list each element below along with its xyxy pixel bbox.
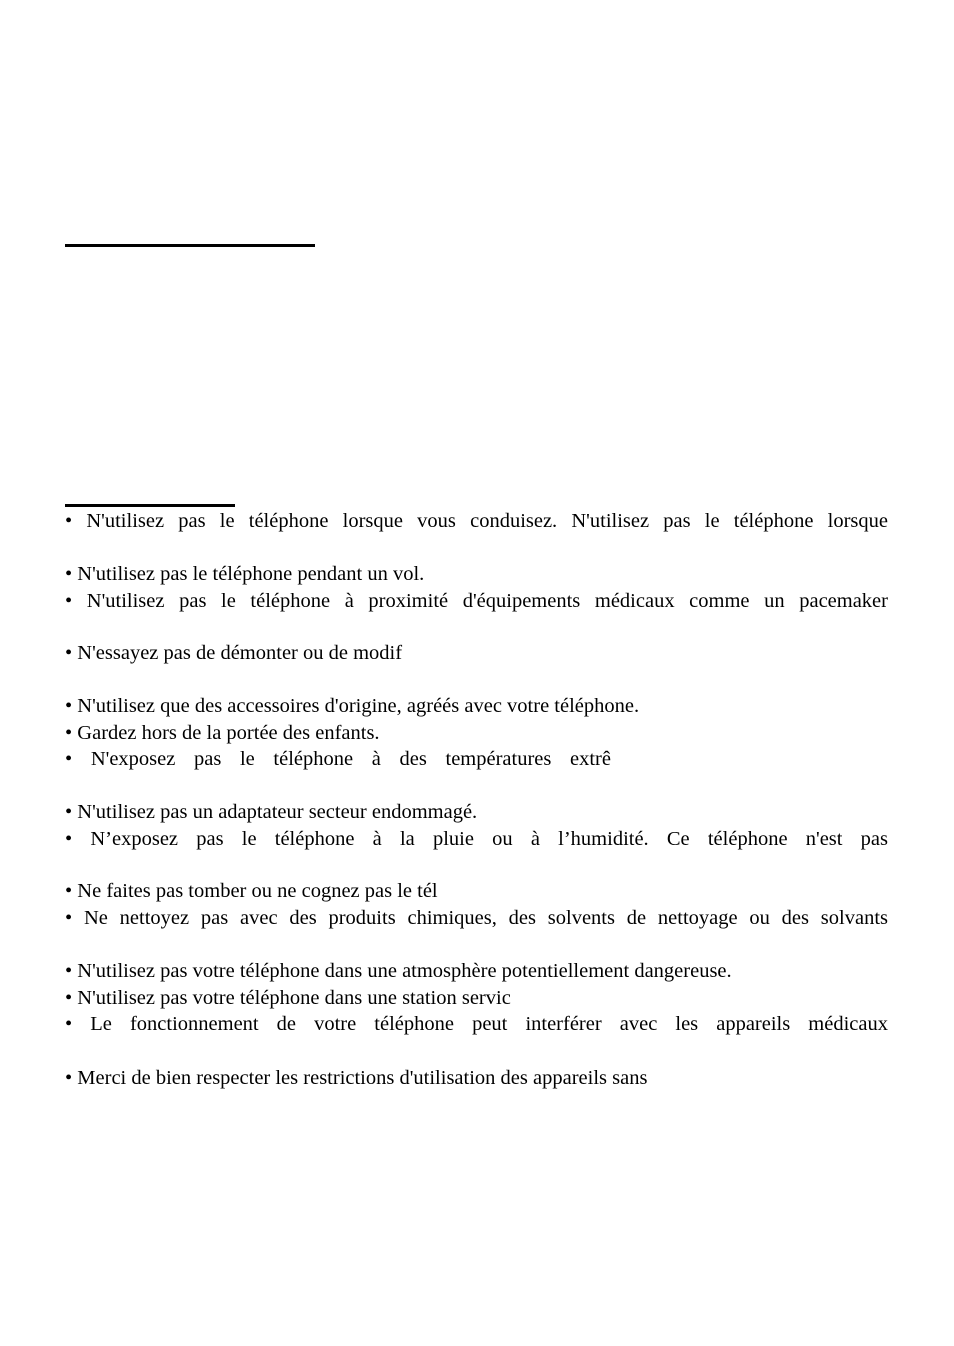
- safety-item-atmosphere: • N'utilisez pas votre téléphone dans une atmosphère potentiellement dangereuse.: [65, 960, 732, 982]
- safety-item-temperatures: • N'exposez pas le téléphone à des températures extrê: [65, 748, 611, 770]
- safety-item-wireless-restrictions: • Merci de bien respecter les restrictions d'utilisation des appareils sans: [65, 1067, 648, 1089]
- safety-item-drop: • Ne faites pas tomber ou ne cognez pas le tél: [65, 880, 438, 902]
- safety-item-flight: • N'utilisez pas le téléphone pendant un vol.: [65, 563, 425, 585]
- subsection-title-underline: [65, 504, 235, 507]
- safety-item-children: • Gardez hors de la portée des enfants.: [65, 722, 380, 744]
- safety-item-medical-equipment: • N'utilisez pas le téléphone à proximité d'équipements médicaux comme un pacemaker: [65, 590, 888, 612]
- safety-item-humidity: • N’exposez pas le téléphone à la pluie ou à l’humidité. Ce téléphone n'est pas: [65, 828, 888, 850]
- safety-item-service-station: • N'utilisez pas votre téléphone dans une station servic: [65, 987, 511, 1009]
- safety-item-disassembly: • N'essayez pas de démonter ou de modif: [65, 642, 403, 664]
- safety-item-medical-interference: • Le fonctionnement de votre téléphone peut interférer avec les appareils médicaux: [65, 1013, 888, 1035]
- safety-item-driving: • N'utilisez pas le téléphone lorsque vous conduisez. N'utilisez pas le téléphone lorsque: [65, 510, 888, 532]
- safety-item-cleaning: • Ne nettoyez pas avec des produits chimiques, des solvents de nettoyage ou des solvants: [65, 907, 888, 929]
- section-title-underline: [65, 244, 315, 247]
- safety-item-adapter: • N'utilisez pas un adaptateur secteur endommagé.: [65, 801, 478, 823]
- safety-item-accessories: • N'utilisez que des accessoires d'origine, agréés avec votre téléphone.: [65, 695, 640, 717]
